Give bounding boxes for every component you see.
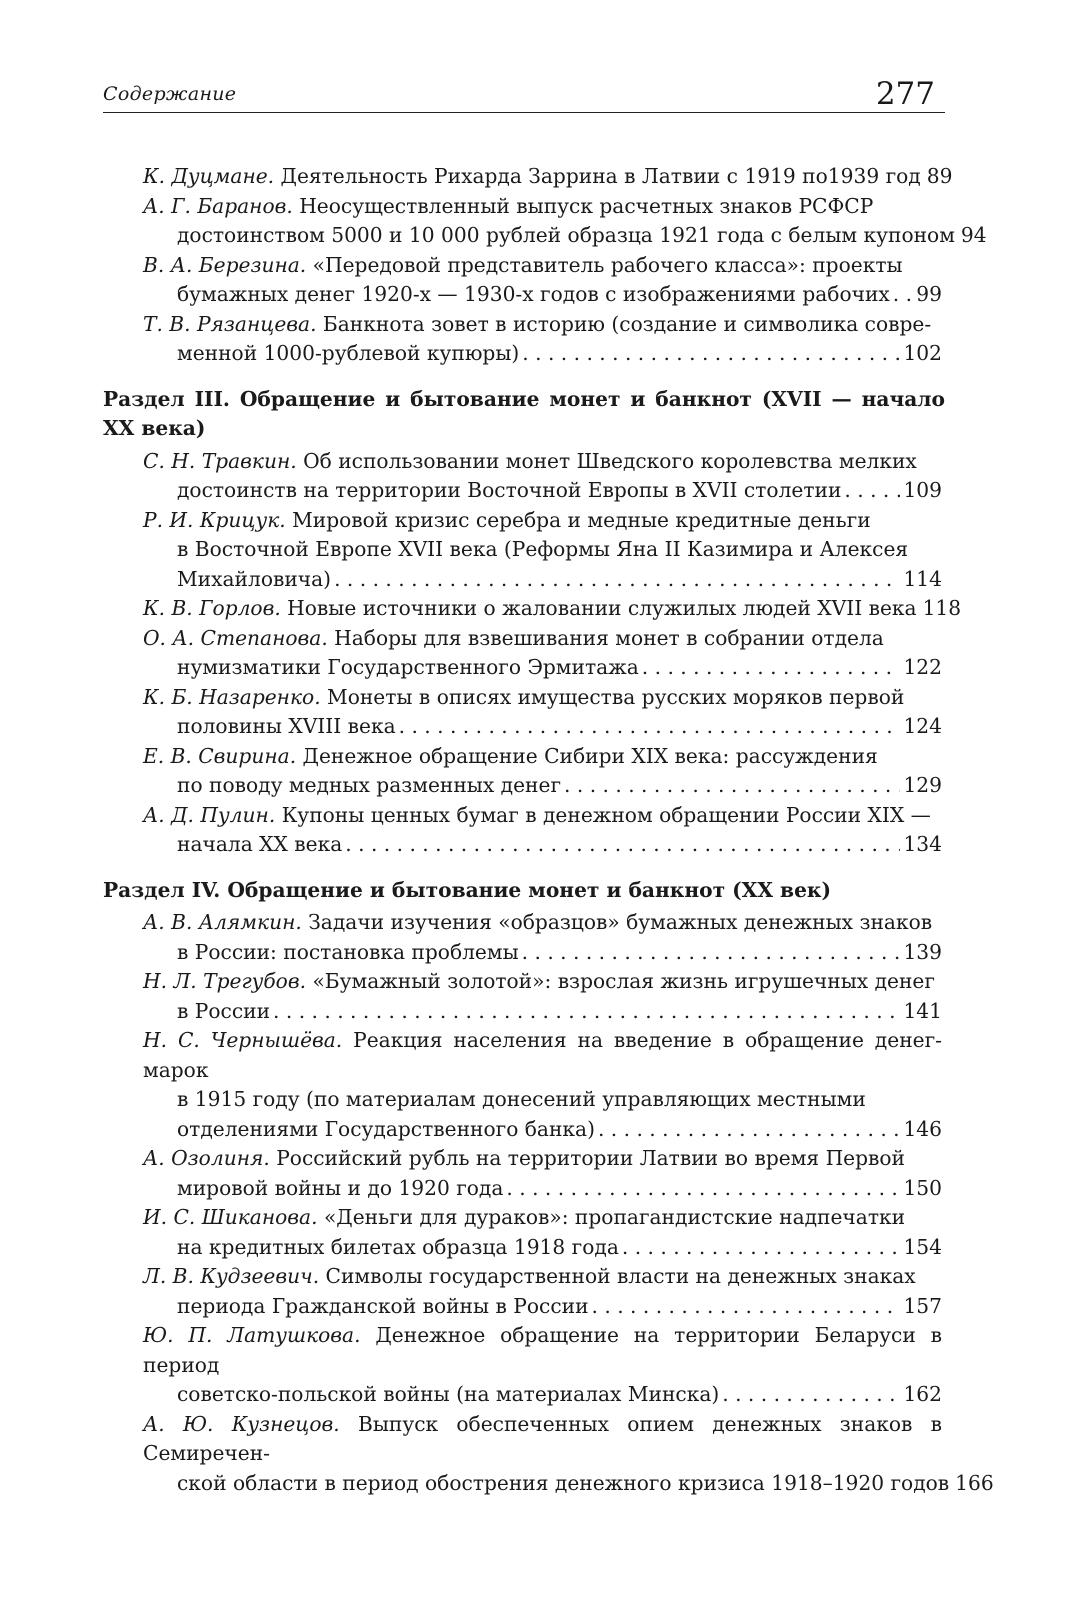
entry-first-line xyxy=(143,251,942,281)
toc-entry xyxy=(143,1203,945,1262)
entry-title-end xyxy=(177,476,841,506)
entry-title-line: советско-польской войны (на материалах Минска) xyxy=(177,1382,720,1406)
entry-last-line xyxy=(143,830,942,860)
entry-title-end xyxy=(177,1115,595,1145)
entry-last-line xyxy=(143,938,942,968)
entry-last-line xyxy=(143,162,953,192)
toc-entry xyxy=(143,1262,945,1321)
dot-leader xyxy=(642,653,901,683)
toc-entry xyxy=(143,1026,945,1144)
entry-title-line: периода Гражданской войны в России xyxy=(177,1293,589,1318)
toc-entry xyxy=(143,967,945,1026)
entry-first-line xyxy=(143,506,942,536)
toc-entry xyxy=(143,310,945,369)
entry-first-line xyxy=(143,624,942,654)
entry-title-end xyxy=(177,938,519,968)
entry-first-line xyxy=(143,1203,942,1233)
entry-title-line: в 1915 году (по материалам донесений управляющих местными xyxy=(177,1087,866,1111)
entry-first-line xyxy=(143,1026,942,1085)
section-title: Раздел III. Обращение и бытование монет и банкнот (XVII — начало XX века) xyxy=(103,386,945,440)
toc-entry xyxy=(143,506,945,595)
entry-title-end xyxy=(177,339,519,369)
entry-author: К. Б. Назаренко. xyxy=(143,684,321,709)
entry-page-number: 157 xyxy=(903,1293,942,1318)
entry-page-number: 118 xyxy=(922,596,962,620)
toc-entry xyxy=(143,192,987,251)
entry-page-number: 146 xyxy=(903,1116,942,1141)
entry-author: В. А. Березина. xyxy=(143,252,307,277)
entry-author: Л. В. Кудзеевич. xyxy=(143,1264,320,1288)
entry-last-line xyxy=(143,1380,942,1410)
entry-first-line xyxy=(143,1321,942,1380)
entry-page-number: 122 xyxy=(903,655,942,679)
toc-section xyxy=(103,162,987,369)
dot-leader xyxy=(564,771,900,801)
entry-last-line xyxy=(143,339,942,369)
entry-title-line: Наборы для взвешивания монет в собрании отдела xyxy=(334,625,884,650)
entry-page-number: 166 xyxy=(955,1470,994,1495)
entry-title-line: в России: постановка проблемы xyxy=(177,939,519,964)
entry-first-line xyxy=(143,742,942,772)
entry-page-number: 162 xyxy=(903,1382,942,1406)
entry-title-line: Символы государственной власти на денежных знаках xyxy=(325,1264,916,1288)
entry-title-line: достоинств на территории Восточной Европы в XVII столетии xyxy=(177,478,842,502)
entry-last-line xyxy=(143,565,942,595)
dot-leader xyxy=(273,997,900,1027)
entry-page-number: 134 xyxy=(903,832,942,856)
entry-title-line: Задачи изучения «образцов» бумажных денежных знаков xyxy=(308,910,933,934)
entry-last-line xyxy=(143,997,942,1027)
entry-first-line xyxy=(143,1144,942,1174)
entry-title-end xyxy=(177,280,890,310)
page-number: 277 xyxy=(875,76,935,112)
dot-leader xyxy=(345,830,900,860)
entry-title-line: мировой войны и до 1920 года xyxy=(177,1175,504,1200)
toc-entry xyxy=(143,447,945,506)
entry-title-line: Банкнота зовет в историю (создание и символика совре- xyxy=(322,311,932,336)
entry-last-line xyxy=(143,1233,942,1263)
entry-page-number: 114 xyxy=(903,566,942,591)
entry-author: А. Ю. Кузнецов. xyxy=(143,1411,340,1436)
dot-leader xyxy=(334,565,900,595)
entry-title-line: половины XVIII века xyxy=(177,714,396,738)
entry-title-end xyxy=(177,1233,619,1263)
entry-last-line xyxy=(143,653,942,683)
toc-entry xyxy=(143,624,945,683)
entry-title-end xyxy=(177,997,270,1027)
entry-author: О. А. Степанова. xyxy=(143,625,328,650)
entry-first-line xyxy=(143,1410,942,1469)
entry-author: Н. С. Чернышёва. xyxy=(143,1028,343,1052)
entry-title-line: Михайловича) xyxy=(177,566,332,591)
entry-author: К. Дуцмане. xyxy=(143,164,275,188)
entry-first-line xyxy=(143,908,942,938)
entry-author: С. Н. Травкин. xyxy=(143,448,297,473)
entry-author: Т. В. Рязанцева. xyxy=(143,311,317,336)
entry-title-line: бумажных денег 1920-х — 1930-х годов с изображениями рабочих xyxy=(177,282,890,306)
entry-title-end xyxy=(177,565,331,595)
entry-title-line: Реакция населения на введение в обращение денег-марок xyxy=(143,1028,942,1082)
entry-last-line xyxy=(143,1174,942,1204)
entry-author: И. С. Шиканова. xyxy=(143,1205,318,1229)
entry-page-number: 141 xyxy=(903,998,942,1023)
entry-title-line: «Передовой представитель рабочего класса»: проекты xyxy=(312,252,903,277)
entry-page-number: 154 xyxy=(903,1234,942,1259)
entry-page-number: 109 xyxy=(903,478,942,502)
entry-page-number: 150 xyxy=(903,1175,942,1200)
entry-title-end xyxy=(177,771,561,801)
toc-section xyxy=(103,385,962,860)
dot-leader xyxy=(506,1174,900,1204)
entry-page-number: 89 xyxy=(926,164,953,188)
entry-title-line: Денежное обращение Сибири XIX века: рассуждения xyxy=(302,743,878,768)
entry-author: Р. И. Крицук. xyxy=(143,507,286,532)
entry-page-number: 139 xyxy=(903,939,942,964)
entry-author: Е. В. Свирина. xyxy=(143,743,297,768)
entry-title-line: Мировой кризис серебра и медные кредитные деньги xyxy=(292,507,871,532)
entry-title-end xyxy=(177,1174,503,1204)
entry-last-line xyxy=(143,712,942,742)
dot-leader xyxy=(722,1380,900,1410)
entry-page-number: 94 xyxy=(960,223,987,247)
running-head-title: Содержание xyxy=(103,83,237,105)
toc-entry xyxy=(143,801,945,860)
entry-title-line: Об использовании монет Шведского королевства мелких xyxy=(303,448,917,473)
entry-title-end xyxy=(177,1292,589,1322)
toc-entry xyxy=(143,162,953,192)
entry-last-line xyxy=(143,476,942,506)
dot-leader xyxy=(522,938,901,968)
dot-leader xyxy=(844,476,900,506)
toc-entry xyxy=(143,251,945,310)
entry-author: А. Г. Баранов. xyxy=(143,193,293,218)
entry-first-line xyxy=(143,447,942,477)
dot-leader xyxy=(893,280,914,310)
entry-title-line: «Бумажный золотой»: взрослая жизнь игрушечных денег xyxy=(312,969,935,993)
entry-title-line: Российский рубль на территории Латвии во время Первой xyxy=(276,1146,906,1170)
entry-title-line: Деятельность Рихарда Заррина в Латвии с 1919 по1939 год xyxy=(280,164,921,188)
toc-entry xyxy=(143,908,945,967)
entry-title-line: «Деньги для дураков»: пропагандистские надпечатки xyxy=(323,1205,906,1229)
entry-first-line xyxy=(143,683,942,713)
entry-author: Н. Л. Трегубов. xyxy=(143,969,307,993)
toc-entry xyxy=(143,683,945,742)
entry-author: А. Озолиня. xyxy=(143,1146,270,1170)
entry-page-number: 99 xyxy=(916,282,942,306)
entry-last-line xyxy=(143,771,942,801)
dot-leader xyxy=(592,1292,901,1322)
toc-entry xyxy=(143,1321,945,1410)
entry-title-line: на кредитных билетах образца 1918 года xyxy=(177,1234,619,1259)
dot-leader xyxy=(399,712,901,742)
entry-page-number: 129 xyxy=(903,773,942,797)
entry-title-line: ской области в период обострения денежного кризиса 1918–1920 годов xyxy=(177,1470,950,1495)
entry-first-line xyxy=(143,801,942,831)
entry-title-end xyxy=(143,594,917,624)
entry-author: К. В. Горлов. xyxy=(143,596,281,620)
entry-title-end xyxy=(177,1380,719,1410)
entry-title-line: нумизматики Государственного Эрмитажа xyxy=(177,655,639,679)
entry-title-end xyxy=(177,221,955,251)
entry-title-line: менной 1000-рублевой купюры) xyxy=(177,341,520,365)
entry-title-end xyxy=(177,830,342,860)
entry-page-number: 102 xyxy=(903,341,942,365)
entry-title-line: Денежное обращение на территории Беларуси в период xyxy=(143,1323,942,1377)
toc-entry xyxy=(143,1144,945,1203)
entry-first-line xyxy=(143,967,942,997)
entry-author: А. В. Алямкин. xyxy=(143,910,302,934)
dot-leader xyxy=(598,1115,900,1145)
entry-title-end xyxy=(143,162,921,192)
table-of-contents xyxy=(103,162,994,1498)
entry-last-line xyxy=(143,280,942,310)
entry-author: Ю. П. Латушкова. xyxy=(143,1323,361,1347)
entry-first-line xyxy=(143,192,942,222)
toc-entry xyxy=(143,1410,994,1499)
entry-title-line: Неосуществленный выпуск расчетных знаков РСФСР xyxy=(299,193,874,218)
entry-title-line: начала XX века xyxy=(177,832,343,856)
entry-first-line xyxy=(143,310,942,340)
entry-title-line: Выпуск обеспеченных опием денежных знаков в Семиречен- xyxy=(143,1411,942,1465)
entry-last-line xyxy=(143,1469,994,1499)
toc-section xyxy=(103,876,994,1499)
running-head xyxy=(103,72,945,113)
entry-title-line: Купоны ценных бумаг в денежном обращении России XIX — xyxy=(281,802,931,827)
entry-title-line: по поводу медных разменных денег xyxy=(177,773,562,797)
toc-entry xyxy=(143,594,962,624)
section-title: Раздел IV. Обращение и бытование монет и банкнот (XX век) xyxy=(103,877,832,902)
entry-author: А. Д. Пулин. xyxy=(143,802,276,827)
entry-title-line: отделениями Государственного банка) xyxy=(177,1116,595,1141)
entry-first-line xyxy=(143,1262,942,1292)
entry-last-line xyxy=(143,1115,942,1145)
entry-title-line: в Восточной Европе XVII века (Реформы Яна II Казимира и Алексея xyxy=(177,537,909,561)
entry-last-line xyxy=(143,594,962,624)
entry-title-end xyxy=(177,653,639,683)
entry-title-end xyxy=(177,1469,949,1499)
entry-title-line: Монеты в описях имущества русских моряков первой xyxy=(327,684,905,709)
entry-last-line xyxy=(143,1292,942,1322)
entry-page-number: 124 xyxy=(903,714,942,738)
entry-title-line: в России xyxy=(177,998,271,1023)
entry-title-end xyxy=(177,712,396,742)
entry-last-line xyxy=(143,221,987,251)
dot-leader xyxy=(522,339,900,369)
toc-entry xyxy=(143,742,945,801)
dot-leader xyxy=(622,1233,901,1263)
entry-title-line: Новые источники о жаловании служилых людей XVII века xyxy=(287,596,917,620)
entry-title-line: достоинством 5000 и 10 000 рублей образца 1921 года с белым купоном xyxy=(177,223,955,247)
